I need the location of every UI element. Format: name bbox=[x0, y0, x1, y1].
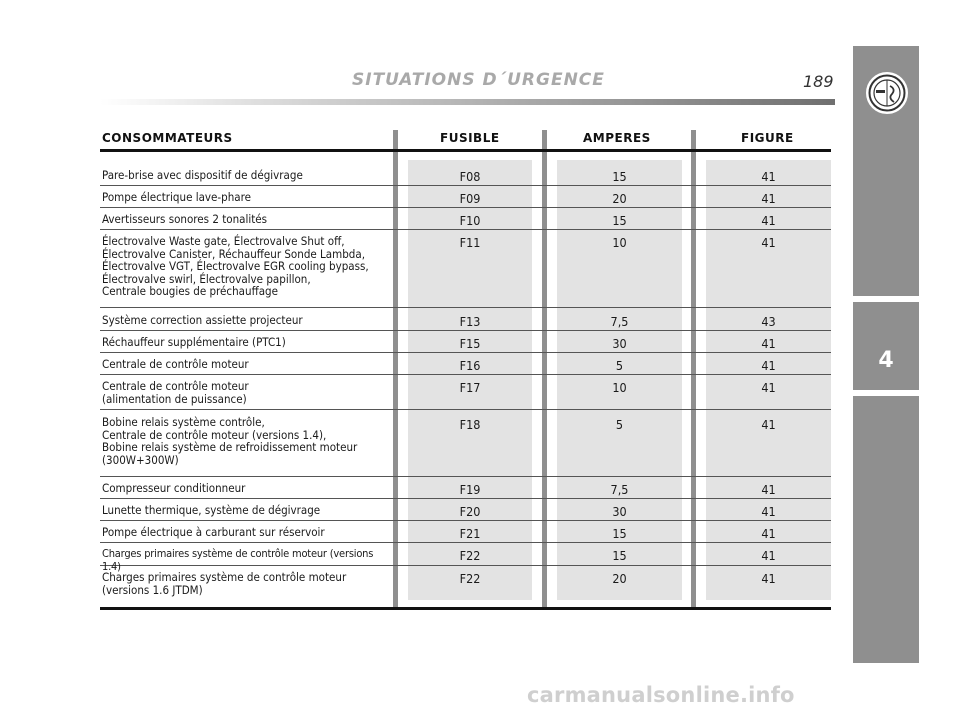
table-row-amperes: 5 bbox=[615, 417, 624, 432]
table-row-figure: 41 bbox=[761, 504, 776, 519]
row-divider bbox=[100, 520, 831, 521]
table-row-figure: 41 bbox=[761, 191, 776, 206]
table-row-amperes: 7,5 bbox=[610, 314, 629, 329]
header-gradient-bar bbox=[100, 99, 835, 105]
table-row-amperes: 5 bbox=[615, 358, 624, 373]
row-divider bbox=[100, 207, 831, 208]
table-row-fuse: F16 bbox=[459, 358, 481, 373]
table-row-figure: 41 bbox=[761, 169, 776, 184]
table-row-fuse: F22 bbox=[459, 548, 481, 563]
table-row-fuse: F08 bbox=[459, 169, 481, 184]
table-row-figure: 41 bbox=[761, 571, 776, 586]
table-row-figure: 41 bbox=[761, 235, 776, 250]
table-row-consumer: Pompe électrique lave-phare bbox=[102, 190, 251, 204]
row-divider bbox=[100, 498, 831, 499]
side-tab-divider bbox=[853, 296, 919, 302]
table-row-fuse: F13 bbox=[459, 314, 481, 329]
row-divider bbox=[100, 476, 831, 477]
table-row-consumer: Lunette thermique, système de dégivrage bbox=[102, 503, 321, 517]
table-row-consumer: Centrale de contrôle moteur bbox=[102, 357, 249, 371]
table-row-fuse: F10 bbox=[459, 213, 481, 228]
table-row-consumer: Compresseur conditionneur bbox=[102, 481, 246, 495]
table-row-consumer: Charges primaires système de contrôle moteur (versions 1.6 JTDM) bbox=[102, 570, 347, 597]
table-row-amperes: 7,5 bbox=[610, 482, 629, 497]
table-row-consumer: Avertisseurs sonores 2 tonalités bbox=[102, 212, 268, 226]
table-row-consumer: Bobine relais système contrôle, Centrale de contrôle moteur (versions 1.4), Bobine relais système de refroidissement moteur (300W+300W) bbox=[102, 415, 358, 467]
table-row-amperes: 20 bbox=[612, 191, 627, 206]
row-divider bbox=[100, 352, 831, 353]
column-separator bbox=[691, 130, 696, 610]
table-row-fuse: F21 bbox=[459, 526, 481, 541]
table-row-consumer: Pompe électrique à carburant sur réservoir bbox=[102, 525, 325, 539]
table-row-amperes: 20 bbox=[612, 571, 627, 586]
table-row-amperes: 30 bbox=[612, 336, 627, 351]
column-header-fuse: FUSIBLE bbox=[440, 131, 500, 145]
table-row-amperes: 30 bbox=[612, 504, 627, 519]
table-row-figure: 41 bbox=[761, 482, 776, 497]
table-row-consumer: Réchauffeur supplémentaire (PTC1) bbox=[102, 335, 286, 349]
table-row-amperes: 15 bbox=[612, 213, 627, 228]
table-row-figure: 41 bbox=[761, 358, 776, 373]
table-row-figure: 41 bbox=[761, 380, 776, 395]
table-row-fuse: F09 bbox=[459, 191, 481, 206]
row-divider bbox=[100, 542, 831, 543]
table-row-consumer: Charges primaires système de contrôle moteur (versions 1.4) bbox=[102, 547, 374, 573]
table-row-amperes: 10 bbox=[612, 235, 627, 250]
table-row-fuse: F19 bbox=[459, 482, 481, 497]
row-divider bbox=[100, 229, 831, 230]
table-row-fuse: F15 bbox=[459, 336, 481, 351]
table-row-consumer: Centrale de contrôle moteur (alimentation de puissance) bbox=[102, 379, 249, 406]
table-row-consumer: Pare-brise avec dispositif de dégivrage bbox=[102, 168, 303, 182]
page-number: 189 bbox=[803, 72, 834, 91]
table-row-consumer: Système correction assiette projecteur bbox=[102, 313, 303, 327]
table-bottom-rule bbox=[100, 607, 831, 610]
table-row-figure: 41 bbox=[761, 213, 776, 228]
table-row-consumer: Électrovalve Waste gate, Électrovalve Shut off, Électrovalve Canister, Réchauffeur Sonde Lambda, Électrovalve VGT, Électrovalve EGR cooling bypass, Électrovalve swirl, Électrovalve papillon, Centrale bougies de préchauffage bbox=[102, 234, 369, 298]
table-row-fuse: F17 bbox=[459, 380, 481, 395]
watermark-text: carmanualsonline.info bbox=[527, 683, 795, 707]
page-title: SITUATIONS D´URGENCE bbox=[352, 70, 605, 90]
table-row-figure: 43 bbox=[761, 314, 776, 329]
table-row-amperes: 15 bbox=[612, 169, 627, 184]
table-row-amperes: 10 bbox=[612, 380, 627, 395]
table-row-fuse: F11 bbox=[459, 235, 481, 250]
table-top-rule bbox=[100, 149, 831, 152]
column-separator bbox=[542, 130, 547, 610]
table-row-fuse: F18 bbox=[459, 417, 481, 432]
alfa-romeo-logo-icon bbox=[866, 72, 908, 114]
row-divider bbox=[100, 185, 831, 186]
table-row-fuse: F20 bbox=[459, 504, 481, 519]
table-row-figure: 41 bbox=[761, 548, 776, 563]
column-header-amperes: AMPERES bbox=[583, 131, 651, 145]
table-row-amperes: 15 bbox=[612, 548, 627, 563]
row-divider bbox=[100, 409, 831, 410]
chapter-number: 4 bbox=[878, 348, 894, 373]
table-row-figure: 41 bbox=[761, 526, 776, 541]
row-divider bbox=[100, 374, 831, 375]
table-row-figure: 41 bbox=[761, 336, 776, 351]
row-divider bbox=[100, 330, 831, 331]
row-divider bbox=[100, 307, 831, 308]
table-row-amperes: 15 bbox=[612, 526, 627, 541]
table-row-figure: 41 bbox=[761, 417, 776, 432]
column-header-figure: FIGURE bbox=[741, 131, 794, 145]
side-tab-divider bbox=[853, 390, 919, 396]
table-row-fuse: F22 bbox=[459, 571, 481, 586]
column-header-consumers: CONSOMMATEURS bbox=[102, 131, 233, 145]
